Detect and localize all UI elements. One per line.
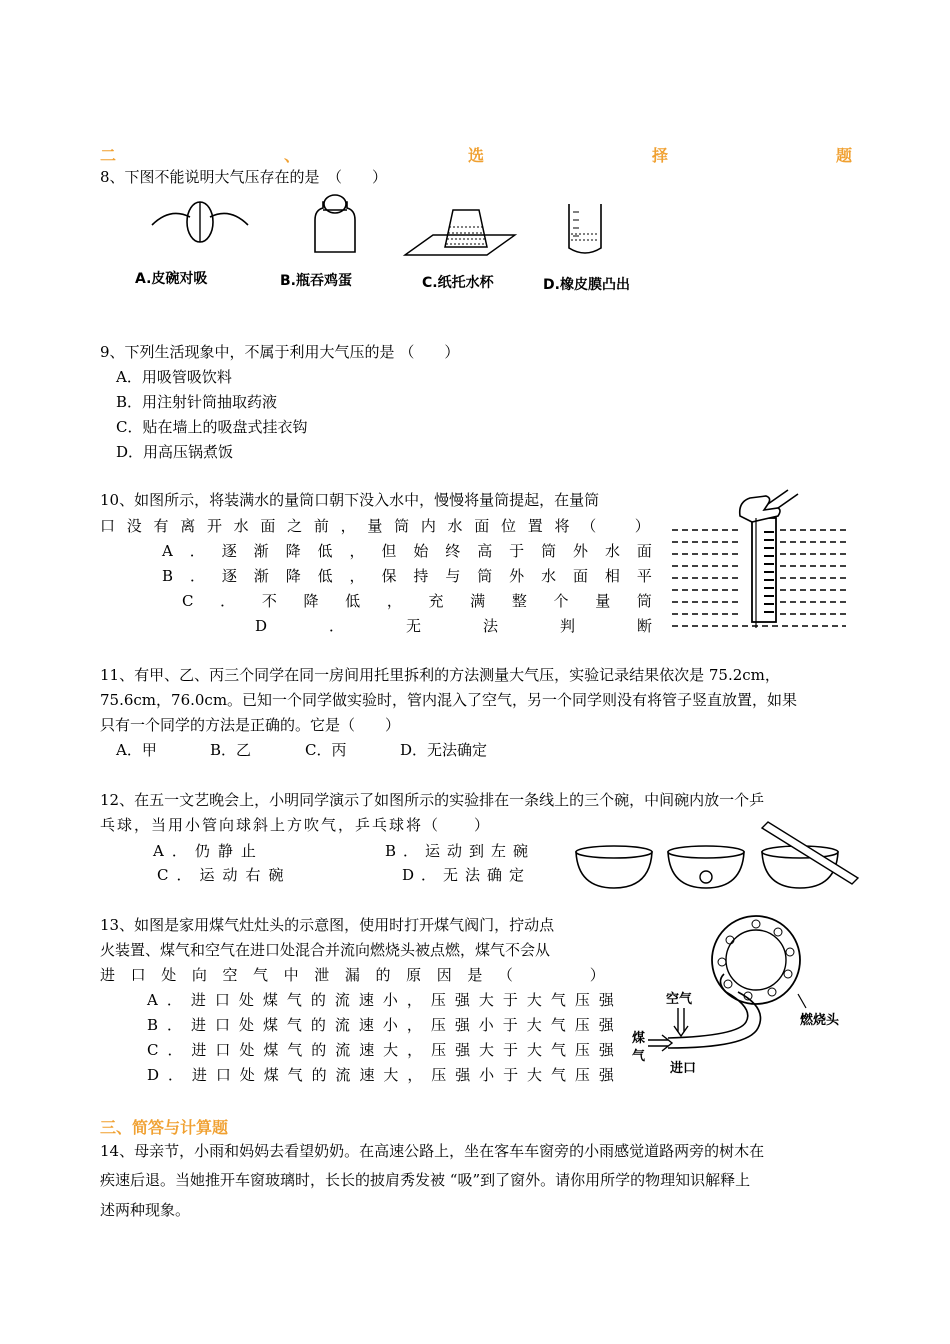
q13-option-a-char: 于	[502, 991, 518, 1009]
q12-option-d: D．无法确定	[402, 866, 532, 884]
q13-line1: 13、如图是家用煤气灶灶头的示意图，使用时打开煤气阀门，拧动点	[100, 916, 555, 934]
q9-stem: 9、下列生活现象中，不属于利用大气压的是 （ ）	[100, 343, 460, 361]
q13-option-a-char: 口	[214, 991, 230, 1009]
q13-option-b-char: ．	[167, 1016, 183, 1034]
q10-option-b-char: 与	[445, 567, 461, 585]
q13-line3-char: （	[497, 966, 513, 984]
q13-figure	[628, 912, 858, 1082]
q13-option-c-char: 煤	[263, 1041, 279, 1059]
q13-line3-char: ）	[589, 966, 605, 984]
q10-option-a-char: 面	[636, 542, 652, 560]
q10-option-b-char: 水	[541, 567, 557, 585]
q10-option-a-char: 高	[477, 542, 493, 560]
q10-option-a-char: 始	[413, 542, 429, 560]
q13-option-c-char: 进	[191, 1041, 207, 1059]
q10-option-d-char: D	[255, 617, 268, 635]
q10-option-d-char: 无	[405, 617, 421, 635]
q13-option-d-char: 压	[574, 1066, 590, 1084]
q13-option-a-char: 气	[286, 991, 302, 1009]
q13-option-a-char: 强	[598, 991, 614, 1009]
q10-stem-line2-char: 量	[367, 517, 383, 535]
q13-option-d-char: 速	[359, 1066, 375, 1084]
q10-option-c-char: 筒	[636, 592, 652, 610]
q10-option-d-char: 判	[559, 617, 575, 635]
q13-option-d-char: 大	[527, 1066, 543, 1084]
q10-stem-line2-char: 开	[206, 517, 222, 535]
q10-option-a-char: ．	[189, 542, 205, 560]
q10-stem-line2-char: 有	[153, 517, 169, 535]
q11-option-a: A．甲	[116, 741, 157, 759]
q13-option-c	[147, 1040, 614, 1060]
q10-option-c-char: ，	[386, 592, 402, 610]
q11-line2: 75.6cm，76.0cm。已知一个同学做实验时，管内混入了空气，另一个同学则没有将管子竖直放置，如果	[100, 691, 798, 709]
q13-option-b-char: 压	[574, 1016, 590, 1034]
q10-option-b-char: 面	[573, 567, 589, 585]
q9-option-a: A．用吸管吸饮料	[116, 368, 232, 386]
section2-heading-char: 、	[283, 146, 300, 165]
q13-option-c-char: 流	[335, 1041, 351, 1059]
q13-option-c-char: 的	[311, 1041, 327, 1059]
q13-option-c-char: 压	[431, 1041, 447, 1059]
q13-option-c-char: 于	[503, 1041, 519, 1059]
q8-figure-c	[403, 205, 518, 260]
q13-option-a-char: 压	[430, 991, 446, 1009]
q13-option-b-char: 强	[454, 1016, 470, 1034]
q13-option-b-char: 流	[334, 1016, 350, 1034]
q13-option-b-char: 速	[358, 1016, 374, 1034]
q10-option-d-char: 法	[482, 617, 498, 635]
q10-stem-line2-char: （	[581, 517, 597, 535]
q13-option-b-char: 的	[310, 1016, 326, 1034]
q11-option-b: B．乙	[210, 741, 252, 759]
q13-option-a-char: 大	[526, 991, 542, 1009]
q13-option-a-char: 气	[550, 991, 566, 1009]
q10-option-b-char: 逐	[221, 567, 237, 585]
q8-figure-d	[565, 200, 605, 260]
q8-caption-d: D.橡皮膜凸出	[543, 277, 630, 293]
q10-stem-line2-char: 将	[554, 517, 570, 535]
q13-option-b-char: 于	[502, 1016, 518, 1034]
q13-line3-char: 处	[161, 966, 177, 984]
q10-option-b-char: ，	[349, 567, 365, 585]
q13-line3-char: 因	[436, 966, 452, 984]
q9-option-d: D．用高压锅煮饭	[116, 443, 234, 461]
q10-option-c-char: ．	[220, 592, 236, 610]
q10-stem-line2-char: 离	[180, 517, 196, 535]
q10-option-b	[162, 566, 652, 586]
q13-line3-char: 是	[467, 966, 483, 984]
q10-stem-line2	[100, 516, 650, 536]
q13-option-c-char: 强	[598, 1041, 614, 1059]
q13-line3-char: 中	[283, 966, 299, 984]
q12-figure	[572, 822, 862, 892]
q13-option-a	[147, 990, 614, 1010]
q10-option-c-char: 降	[303, 592, 319, 610]
q13-line3-char: 原	[406, 966, 422, 984]
q10-stem-line2-char: 之	[287, 517, 303, 535]
q13-option-b-char: 小	[382, 1016, 398, 1034]
q10-stem-line2-char: 水	[233, 517, 249, 535]
q10-option-c	[182, 591, 652, 611]
q13-option-c-char: 气	[287, 1041, 303, 1059]
section3-heading: 三、简答与计算题	[100, 1118, 229, 1137]
q13-option-d-char: 强	[455, 1066, 471, 1084]
q13-option-b-char: ，	[406, 1016, 422, 1034]
q13-option-d-char: D	[147, 1066, 160, 1084]
q13-option-b-char: 进	[190, 1016, 206, 1034]
q13-option-d-char: ，	[407, 1066, 423, 1084]
q13-option-a-char: 小	[382, 991, 398, 1009]
q13-option-a-char: 压	[574, 991, 590, 1009]
q13-option-b-char: 处	[238, 1016, 254, 1034]
q13-option-a-char: 煤	[262, 991, 278, 1009]
q13-option-b-char: 煤	[262, 1016, 278, 1034]
q13-line3-char: 漏	[344, 966, 360, 984]
q10-option-b-char: 外	[509, 567, 525, 585]
q10-option-b-char: 平	[636, 567, 652, 585]
q10-option-c-char: 充	[428, 592, 444, 610]
q10-stem-line2-char: 面	[260, 517, 276, 535]
q10-option-b-char: 渐	[253, 567, 269, 585]
q13-option-a-char: A	[147, 991, 158, 1009]
section2-heading-char: 题	[835, 146, 852, 165]
q13-option-d-char: 气	[287, 1066, 303, 1084]
q13-line3-char: 空	[222, 966, 238, 984]
section2-heading-char: 二	[100, 146, 117, 165]
q10-option-c-char: 量	[595, 592, 611, 610]
q13-option-d-char: 口	[215, 1066, 231, 1084]
q13-option-a-char: 处	[238, 991, 254, 1009]
q11-option-c: C．丙	[305, 741, 347, 759]
q13-option-d-char: ．	[167, 1066, 183, 1084]
q10-option-a-char: 水	[604, 542, 620, 560]
q10-option-a-char: 低	[317, 542, 333, 560]
q13-option-d-char: 进	[191, 1066, 207, 1084]
q10-option-c-char: 整	[511, 592, 527, 610]
q13-option-d-char: 大	[383, 1066, 399, 1084]
q10-option-c-char: 不	[261, 592, 277, 610]
q10-option-a-char: 筒	[541, 542, 557, 560]
q10-option-b-char: 低	[317, 567, 333, 585]
q13-option-c-char: 大	[479, 1041, 495, 1059]
q13-option-c-char: 处	[239, 1041, 255, 1059]
q10-stem-line2-char	[608, 516, 623, 536]
q13-option-b-char: B	[147, 1016, 159, 1034]
q13-option-a-char: 强	[454, 991, 470, 1009]
q13-option-a-char: 速	[358, 991, 374, 1009]
q13-option-d-char: 强	[598, 1066, 614, 1084]
q13-line3	[100, 965, 605, 985]
q10-option-a-char: 降	[285, 542, 301, 560]
q10-stem-line2-char: 面	[474, 517, 490, 535]
q10-option-b-char: B	[162, 567, 174, 585]
q13-option-d-char: 于	[503, 1066, 519, 1084]
q13-option-d-char: 处	[239, 1066, 255, 1084]
q13-line3-char: 气	[253, 966, 269, 984]
section2-heading-char: 择	[651, 146, 668, 165]
q13-option-a-char: 大	[478, 991, 494, 1009]
section2-heading-char: 选	[467, 146, 484, 165]
q13-option-a-char: ，	[406, 991, 422, 1009]
q14-line1: 14、母亲节，小雨和妈妈去看望奶奶。在高速公路上，坐在客车车窗旁的小雨感觉道路两旁的树木在	[100, 1142, 765, 1160]
q13-line3-char: 向	[191, 966, 207, 984]
q10-option-d-char: ．	[329, 617, 345, 635]
q13-option-a-char: 流	[334, 991, 350, 1009]
q10-option-b-char: 筒	[477, 567, 493, 585]
q13-option-b-char: 气	[550, 1016, 566, 1034]
q12-line2: 乓球，当用小管向球斜上方吹气，乒乓球将（ ）	[100, 816, 492, 834]
q13-option-c-char: 口	[215, 1041, 231, 1059]
q13-option-c-char: 气	[550, 1041, 566, 1059]
q14-line3: 述两种现象。	[100, 1201, 191, 1219]
q8-stem: 8、下图不能说明大气压存在的是 （ ）	[100, 168, 388, 186]
q10-stem-line2-char: 置	[527, 517, 543, 535]
q10-option-a-char: 于	[509, 542, 525, 560]
q13-option-d-char: 小	[479, 1066, 495, 1084]
q14-line2: 疾速后退。当她推开车窗玻璃时，长长的披肩秀发被 “吸”到了窗外。请你用所学的物理知识解释上	[100, 1171, 751, 1189]
q13-line3-char	[559, 965, 574, 985]
q8-figure-a	[150, 195, 250, 255]
q10-option-b-char: 相	[604, 567, 620, 585]
q12-option-b: B．运动到左碗	[385, 842, 536, 860]
q13-line3-char: 口	[130, 966, 146, 984]
q10-stem-line2-char: 内	[420, 517, 436, 535]
q13-option-d-char: 压	[431, 1066, 447, 1084]
q13-label-burner: 燃烧头	[800, 1013, 840, 1028]
q13-option-c-char: ．	[167, 1041, 183, 1059]
q13-option-b	[147, 1015, 614, 1035]
q8-figure-b	[305, 190, 365, 255]
q10-stem-line2-char: 前	[313, 517, 329, 535]
q10-option-a	[162, 541, 652, 561]
q10-option-a-char: 终	[445, 542, 461, 560]
q13-option-c-char: 大	[526, 1041, 542, 1059]
q13-option-d-char: 气	[550, 1066, 566, 1084]
q10-stem-line2-char: 筒	[394, 517, 410, 535]
q8-caption-b: B.瓶吞鸡蛋	[280, 273, 352, 289]
q13-option-d	[147, 1065, 614, 1085]
q10-figure	[668, 488, 848, 633]
q10-option-c-char: C	[182, 592, 194, 610]
q12-line1: 12、在五一文艺晚会上，小明同学演示了如图所示的实验排在一条线上的三个碗，中间碗内放一个乒	[100, 791, 765, 809]
q13-option-a-char: ．	[166, 991, 182, 1009]
q13-label-air: 空气	[666, 992, 693, 1007]
q10-option-b-char: ．	[189, 567, 205, 585]
q13-option-c-char: ，	[407, 1041, 423, 1059]
q10-stem-line2-char: 口	[100, 517, 116, 535]
q10-option-b-char: 持	[413, 567, 429, 585]
q13-label-gas-1: 煤	[632, 1031, 646, 1046]
q13-option-b-char: 压	[430, 1016, 446, 1034]
q12-option-a: A．仍静止	[153, 842, 264, 860]
q13-option-c-char: 强	[455, 1041, 471, 1059]
q10-option-a-char: 外	[573, 542, 589, 560]
q13-label-gas-2: 气	[632, 1049, 646, 1064]
q10-stem-line2-char: 水	[447, 517, 463, 535]
q10-stem-line1: 10、如图所示，将装满水的量筒口朝下没入水中，慢慢将量筒提起，在量筒	[100, 491, 600, 509]
q9-option-c: C．贴在墙上的吸盘式挂衣钩	[116, 418, 308, 436]
q10-option-c-char: 个	[553, 592, 569, 610]
q10-option-c-char: 低	[345, 592, 361, 610]
q13-option-c-char: 大	[383, 1041, 399, 1059]
q13-option-b-char: 口	[214, 1016, 230, 1034]
q13-option-d-char: 煤	[263, 1066, 279, 1084]
q13-option-b-char: 大	[526, 1016, 542, 1034]
section2-heading	[100, 143, 852, 166]
q10-option-a-char: 逐	[221, 542, 237, 560]
q13-option-c-char: C	[147, 1041, 159, 1059]
q12-option-c: C．运动右碗	[157, 866, 292, 884]
q13-option-d-char: 的	[311, 1066, 327, 1084]
q10-option-a-char: 但	[381, 542, 397, 560]
q10-option-d	[255, 616, 652, 636]
q10-option-b-char: 保	[381, 567, 397, 585]
q10-option-d-char: 断	[636, 617, 652, 635]
q10-stem-line2-char: 位	[501, 517, 517, 535]
q13-line3-char: 进	[100, 966, 116, 984]
q13-option-b-char: 气	[286, 1016, 302, 1034]
q13-label-inlet: 进口	[670, 1061, 697, 1076]
q13-option-c-char: 速	[359, 1041, 375, 1059]
q11-option-d: D．无法确定	[400, 741, 488, 759]
q13-option-a-char: 的	[310, 991, 326, 1009]
q13-option-b-char: 强	[598, 1016, 614, 1034]
q10-stem-line2-char: ）	[634, 517, 650, 535]
q13-line3-char: 泄	[314, 966, 330, 984]
q11-line1: 11、有甲、乙、丙三个同学在同一房间用托里拆利的方法测量大气压，实验记录结果依次是 75.2cm，	[100, 666, 780, 684]
q13-line2: 火装置、煤气和空气在进口处混合并流向燃烧头被点燃，煤气不会从	[100, 941, 551, 959]
q13-line3-char	[529, 965, 544, 985]
q10-option-a-char: A	[162, 542, 173, 560]
q8-caption-a: A.皮碗对吸	[135, 271, 208, 287]
q8-caption-c: C.纸托水杯	[422, 275, 494, 291]
q10-stem-line2-char: ，	[340, 517, 356, 535]
q11-line3: 只有一个同学的方法是正确的。它是（ ）	[100, 716, 401, 734]
q13-option-b-char: 小	[478, 1016, 494, 1034]
q9-option-b: B．用注射针筒抽取药液	[116, 393, 278, 411]
q13-option-d-char: 流	[335, 1066, 351, 1084]
q10-option-c-char: 满	[470, 592, 486, 610]
q10-option-b-char: 降	[285, 567, 301, 585]
q10-stem-line2-char: 没	[126, 517, 142, 535]
q13-option-a-char: 进	[190, 991, 206, 1009]
q10-option-a-char: 渐	[253, 542, 269, 560]
q13-line3-char: 的	[375, 966, 391, 984]
q10-option-a-char: ，	[349, 542, 365, 560]
q13-option-c-char: 压	[574, 1041, 590, 1059]
